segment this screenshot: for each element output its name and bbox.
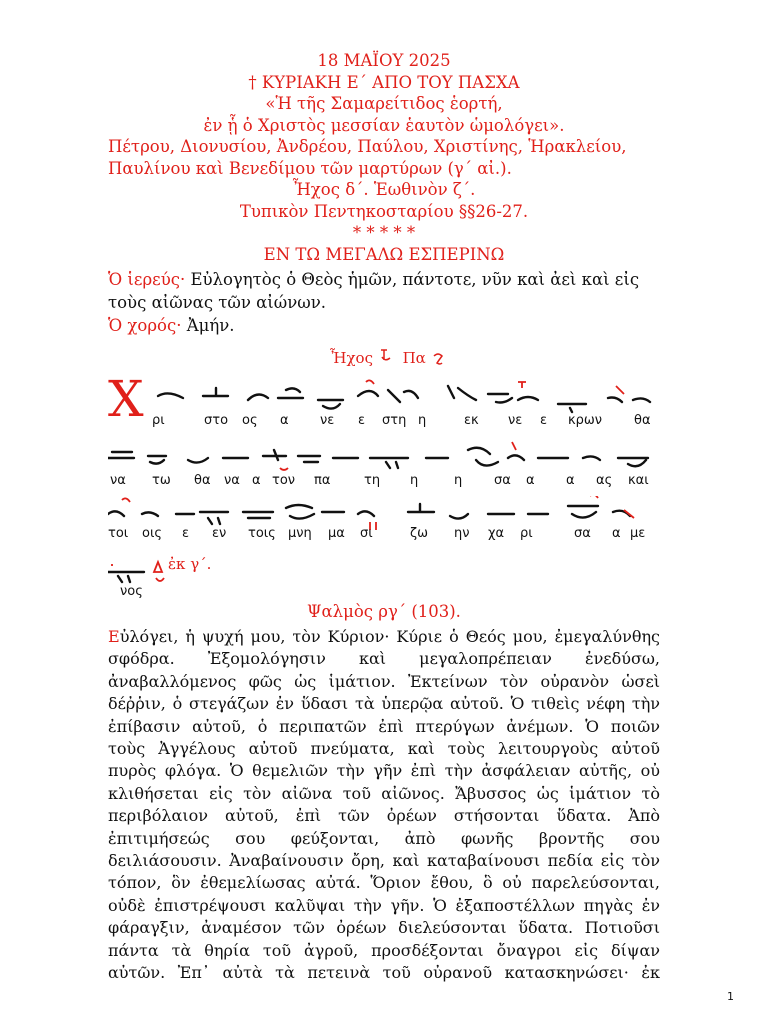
psalm-line: δέῤῥιν, ὁ στεγάζων ἐν ὕδασι τὰ ὑπερῷα αὐτοῦ. Ὁ τιθεὶς νέφη τὴν — [108, 694, 660, 714]
syllable: εκ — [464, 413, 479, 428]
choir-response — [108, 314, 660, 337]
syllable: α — [280, 413, 289, 428]
syllable: η — [410, 473, 419, 488]
syllable: α — [566, 473, 575, 488]
syllable: τον — [272, 473, 296, 488]
syllable: μνη — [288, 526, 312, 541]
date-heading: 18 ΜΑΪΟΥ 2025 — [317, 51, 451, 70]
syllables-row-3 — [108, 526, 660, 544]
syllable: και — [628, 473, 649, 488]
psalm-line: σφόδρα. Ἐξομολόγησιν καὶ μεγαλοπρέπειαν ἐνεδύσω, — [108, 649, 660, 669]
stars-separator: * * * * * — [352, 223, 416, 242]
syllable: οις — [142, 526, 162, 541]
repeat-instruction: ἐκ γ΄. — [168, 555, 212, 573]
syllable: μα — [328, 526, 345, 541]
syllable: στο — [204, 413, 229, 428]
syllable: με — [630, 526, 646, 541]
typikon-line: Τυπικὸν Πεντηκοσταρίου §§26-27. — [239, 201, 529, 221]
syllable: στη — [382, 413, 407, 428]
neume-line-1 — [108, 378, 660, 438]
musical-initial: Χ — [108, 370, 144, 428]
syllable: νε — [508, 413, 523, 428]
syllables-row-4 — [108, 584, 660, 602]
syllable: ας — [596, 473, 613, 488]
syllable: α — [526, 473, 535, 488]
priest-text-1: Εὐλογητὸς ὁ Θεὸς ἡμῶν, πάντοτε, νῦν καὶ ἀεὶ καὶ εἰς — [190, 270, 640, 289]
psalm-line: ἐπιτιμήσεώς σου φεύξονται, ἀπὸ φωνῆς βροντῆς σου — [108, 828, 660, 848]
martyrs-line-1: Πέτρου, Διονυσίου, Ἀνδρέου, Παύλου, Χριστίνης, Ἡρακλείου, — [108, 137, 627, 156]
psalm-line: Εὐλόγει, ἡ ψυχή μου, τὸν Κύριον· Κύριε ὁ Θεός μου, ἐμεγαλύνθης — [108, 627, 660, 646]
psalm-line: φάραγξιν, ἀναμέσον τῶν ὀρέων διελεύσονται ὕδατα. Ποτιοῦσι — [108, 918, 660, 938]
syllable: τω — [152, 473, 171, 488]
syllable: α — [612, 526, 621, 541]
echos-pa-icon — [431, 351, 445, 367]
echos-note: Πα — [402, 349, 426, 367]
syllable: θα — [194, 473, 211, 488]
page-number: 1 — [727, 990, 734, 1003]
psalm-line: ἀναβαλλόμενος φῶς ὡς ἱμάτιον. Ἐκτείνων τὸν οὐρανὸν ὡσεὶ — [108, 671, 660, 691]
psalm-line: τόπον, ὃν ἐθεμελίωσας αὐτά. Ὅριον ἔθου, ὃ οὐ παρελεύσονται, — [108, 873, 660, 893]
syllable: τοι — [108, 526, 129, 541]
syllable: ε — [358, 413, 366, 428]
syllables-row-2 — [108, 473, 660, 491]
psalm-title: Ψαλμὸς ργ΄ (103). — [307, 602, 461, 621]
syllable: ην — [454, 526, 470, 541]
martyrs-line-2: Παυλίνου καὶ Βενεδίμου τῶν μαρτύρων (γ΄ αἰ.). — [108, 158, 512, 178]
syllables-row-1 — [108, 413, 660, 431]
psalm-line: οὐδὲ ἐπιστρέψουσι καλῦψαι τὴν γῆν. Ὁ ἐξαποστέλλων πηγὰς ἐν — [108, 895, 660, 915]
syllable: νε — [320, 413, 335, 428]
syllable: να — [224, 473, 240, 488]
syllable: σα — [574, 526, 591, 541]
tone-line: Ἦχος δ΄. Ἑωθινὸν ζ΄. — [292, 180, 476, 199]
neume-glyphs-1 — [108, 378, 660, 418]
choir-role: Ὁ χορός· — [108, 316, 182, 335]
syllable: να — [110, 473, 126, 488]
syllable: ος — [242, 413, 258, 428]
priest-exclamation — [108, 268, 660, 314]
neume-line-3 — [108, 496, 660, 556]
sunday-heading: † ΚΥΡΙΑΚΗ Ε΄ ΑΠΟ ΤΟΥ ΠΑΣΧΑ — [248, 72, 520, 92]
psalm-text — [108, 626, 660, 985]
page-header — [0, 50, 768, 244]
syllable: α — [252, 473, 261, 488]
syllable: ε — [540, 413, 548, 428]
psalm-line: πάντα τὰ θηρία τοῦ ἀγροῦ, προσδέξονται ὄναγροι εἰς δίψαν — [108, 940, 660, 960]
psalm-line: κλιθήσεται εἰς τὸν αἰῶνα τοῦ αἰῶνος. Ἄβυσσος ὡς ἱμάτιον τὸ — [108, 783, 660, 803]
feast-line-2: ἐν ᾗ ὁ Χριστὸς μεσσίαν ἑαυτὸν ὡμολόγει». — [203, 115, 565, 135]
syllable: ρι — [152, 413, 165, 428]
syllable: η — [418, 413, 427, 428]
echos-label — [330, 348, 445, 367]
psalm-line: περιβόλαιον αὐτοῦ, ἐπὶ τῶν ὀρέων στήσονται ὕδατα. Ἀπὸ — [108, 806, 660, 826]
echos-word: Ἦχος — [330, 349, 373, 367]
priest-text-2: τοὺς αἰῶνας τῶν αἰώνων. — [108, 293, 326, 312]
syllable: πα — [314, 473, 331, 488]
psalm-line: τοὺς Ἀγγέλους αὐτοῦ πνεύματα, καὶ τοὺς λειτουργοὺς αὐτοῦ — [108, 739, 660, 759]
psalm-line: αὐτῶν. Ἐπ᾽ αὐτὰ τὰ πετεινὰ τοῦ οὐρανοῦ κατασκηνώσει· ἐκ — [108, 963, 660, 983]
psalm-line: πυρὸς φλόγα. Ὁ θεμελιῶν τὴν γῆν ἐπὶ τὴν ἀσφάλειαν αὐτῆς, οὐ — [108, 761, 660, 781]
syllable: κρων — [568, 413, 603, 428]
vespers-title: ΕΝ ΤΩ ΜΕΓΑΛΩ ΕΣΠΕΡΙΝΩ — [263, 245, 505, 264]
syllable: τη — [364, 473, 381, 488]
priest-role: Ὁ ἱερεύς· — [108, 270, 186, 289]
syllable: σα — [494, 473, 511, 488]
choir-text: Ἀμήν. — [186, 316, 235, 335]
feast-line-1: «Ἡ τῆς Σαμαρείτιδος ἑορτή, — [265, 94, 503, 113]
neume-line-2 — [108, 440, 660, 500]
syllable: θα — [634, 413, 651, 428]
syllable: χα — [488, 526, 505, 541]
psalm-line: δειλιάσουσιν. Ἀναβαίνουσιν ὄρη, καὶ καταβαίνουσι πεδία εἰς τὸν — [108, 851, 660, 871]
syllable: σι — [360, 526, 373, 541]
syllable: εν — [212, 526, 227, 541]
syllable: η — [454, 473, 463, 488]
echos-martyria-icon — [378, 348, 398, 366]
syllable: νος — [120, 584, 143, 599]
syllable: ζω — [410, 526, 428, 541]
syllable: ε — [182, 526, 190, 541]
psalm-line: ἐπίβασιν αὐτοῦ, ὁ περιπατῶν ἐπὶ πτερύγων ἀνέμων. Ὁ ποιῶν — [108, 716, 660, 736]
syllable: τοις — [248, 526, 276, 541]
syllable: ρι — [520, 526, 533, 541]
psalm-initial: Ε — [108, 627, 120, 646]
